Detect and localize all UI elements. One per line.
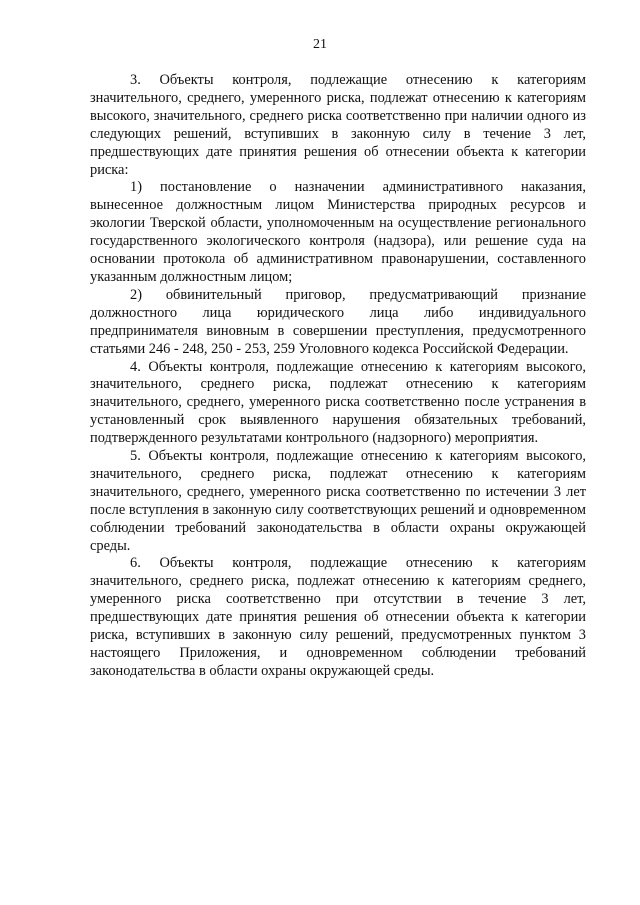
paragraph-3-item-2: 2) обвинительный приговор, предусматривающий признание должностного лица юридического лица либо индивидуального предпринимателя виновным в совершении преступления, предусмотренного статьями 246 - 248, 250 - 253, 259 Уголовного кодекса Российской Федерации. — [90, 286, 586, 357]
page-number: 21 — [313, 37, 327, 52]
paragraph-6: 6. Объекты контроля, подлежащие отнесению к категориям значительного, среднего риска, подлежат отнесению к категориям среднего, умеренного риска соответственно при отсутствии в течение 3 лет, предшествующих дате принятия решения об отнесении объекта к категории риска, вступивших в законную силу решений, предусмотренных пунктом 3 настоящего Приложения, и одновременном соблюдении требований законодательства в области охраны окружающей среды. — [90, 555, 586, 679]
document-body — [90, 72, 586, 681]
paragraph-3-item-1: 1) постановление о назначении административного наказания, вынесенное должностным лицом Министерства природных ресурсов и экологии Тверской области, уполномоченным на осуществление регионального государственного экологического контроля (надзора), или решение суда на основании протокола об административном правонарушении, составленного указанным должностным лицом; — [90, 179, 586, 285]
paragraph-5: 5. Объекты контроля, подлежащие отнесению к категориям высокого, значительного, среднего риска, подлежат отнесению к категориям значительного, среднего, умеренного риска соответственно по истечении 3 лет после вступления в законную силу соответствующих решений и одновременном соблюдении требований законодательства в области охраны окружающей среды. — [90, 448, 586, 554]
paragraph-4: 4. Объекты контроля, подлежащие отнесению к категориям высокого, значительного, среднего риска, подлежат отнесению к категориям значительного, среднего, умеренного риска соответственно после устранения в установленный срок выявленного нарушения обязательных требований, подтвержденного результатами контрольного (надзорного) мероприятия. — [90, 358, 586, 447]
paragraph-3: 3. Объекты контроля, подлежащие отнесению к категориям значительного, среднего, умеренного риска, подлежат отнесению к категориям высокого, значительного, среднего риска соответственно при наличии одного из следующих решений, вступивших в законную силу в течение 3 лет, предшествующих дате принятия решения об отнесении объекта к категории риска: — [90, 72, 586, 178]
